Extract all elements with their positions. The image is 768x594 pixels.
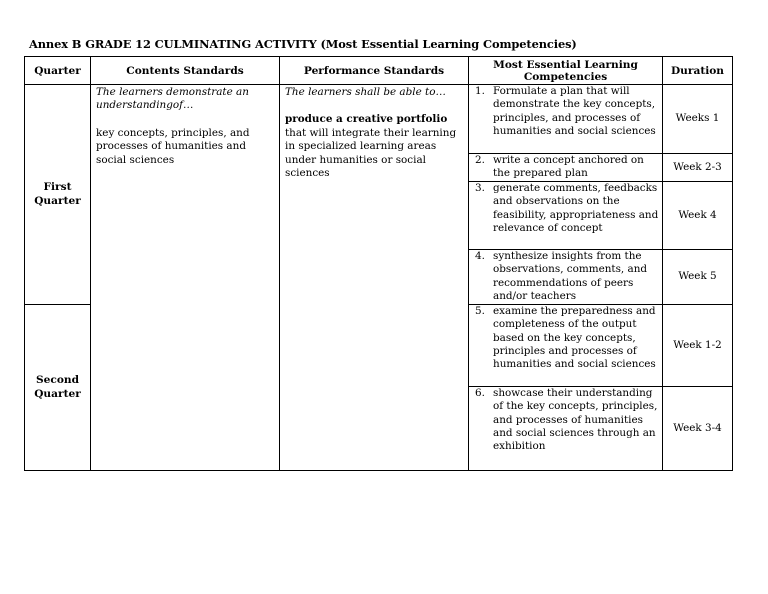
header-duration: Duration — [663, 57, 733, 85]
competency-number: 4. — [475, 249, 485, 262]
header-row — [25, 57, 733, 85]
competency-item — [469, 181, 663, 249]
performance-standards-cell — [280, 85, 469, 471]
competency-text: write a concept anchored on the prepared plan — [493, 154, 644, 180]
competency-number: 3. — [475, 181, 485, 194]
duration-cell: Week 5 — [663, 249, 733, 304]
competency-item — [469, 154, 663, 182]
competency-item — [469, 304, 663, 386]
duration-cell: Week 3-4 — [663, 386, 733, 470]
performance-text: that will integrate their learning in specialized learning areas under humanities or social sciences — [285, 126, 457, 180]
contents-intro: The learners demonstrate an understandingof… — [96, 86, 249, 112]
quarter-first — [25, 85, 91, 305]
competency-item — [469, 85, 663, 154]
table-row — [25, 85, 733, 154]
melc-table — [24, 56, 733, 471]
performance-intro: The learners shall be able to… — [285, 86, 446, 98]
quarter-label: First Quarter — [34, 181, 81, 208]
duration-cell: Week 4 — [663, 181, 733, 249]
quarter-second — [25, 304, 91, 470]
competency-number: 1. — [475, 85, 485, 97]
competency-item — [469, 249, 663, 304]
contents-standards-cell — [91, 85, 280, 471]
competency-item — [469, 386, 663, 470]
header-performance-standards: Performance Standards — [280, 57, 469, 85]
competency-text: examine the preparedness and completeness of the output based on the key concepts, principles and processes of humanities and social sciences — [493, 304, 656, 371]
duration-cell: Week 2-3 — [663, 154, 733, 182]
header-contents-standards: Contents Standards — [91, 57, 280, 85]
duration-cell: Weeks 1 — [663, 85, 733, 154]
competency-text: Formulate a plan that will demonstrate the key concepts, principles, and processes of humanities and social sciences — [493, 85, 656, 138]
header-melc: Most Essential Learning Competencies — [469, 57, 663, 85]
competency-text: generate comments, feedbacks and observations on the feasibility, appropriateness and relevance of concept — [493, 181, 659, 235]
contents-text: key concepts, principles, and processes of humanities and social sciences — [96, 126, 250, 166]
document-title: Annex B GRADE 12 CULMINATING ACTIVITY (Most Essential Learning Competencies) — [29, 37, 577, 51]
duration-cell: Week 1-2 — [663, 304, 733, 386]
competency-number: 2. — [475, 154, 485, 166]
performance-bold: produce a creative portfolio — [285, 113, 448, 126]
competency-number: 6. — [475, 386, 485, 399]
competency-number: 5. — [475, 304, 485, 317]
header-quarter: Quarter — [25, 57, 91, 85]
competency-text: showcase their understanding of the key concepts, principles, and processes of humanities and social sciences through an exhibition — [493, 386, 658, 453]
quarter-label: Second Quarter — [34, 374, 81, 401]
competency-text: synthesize insights from the observations, comments, and recommendations of peers and/or teachers — [493, 249, 648, 303]
